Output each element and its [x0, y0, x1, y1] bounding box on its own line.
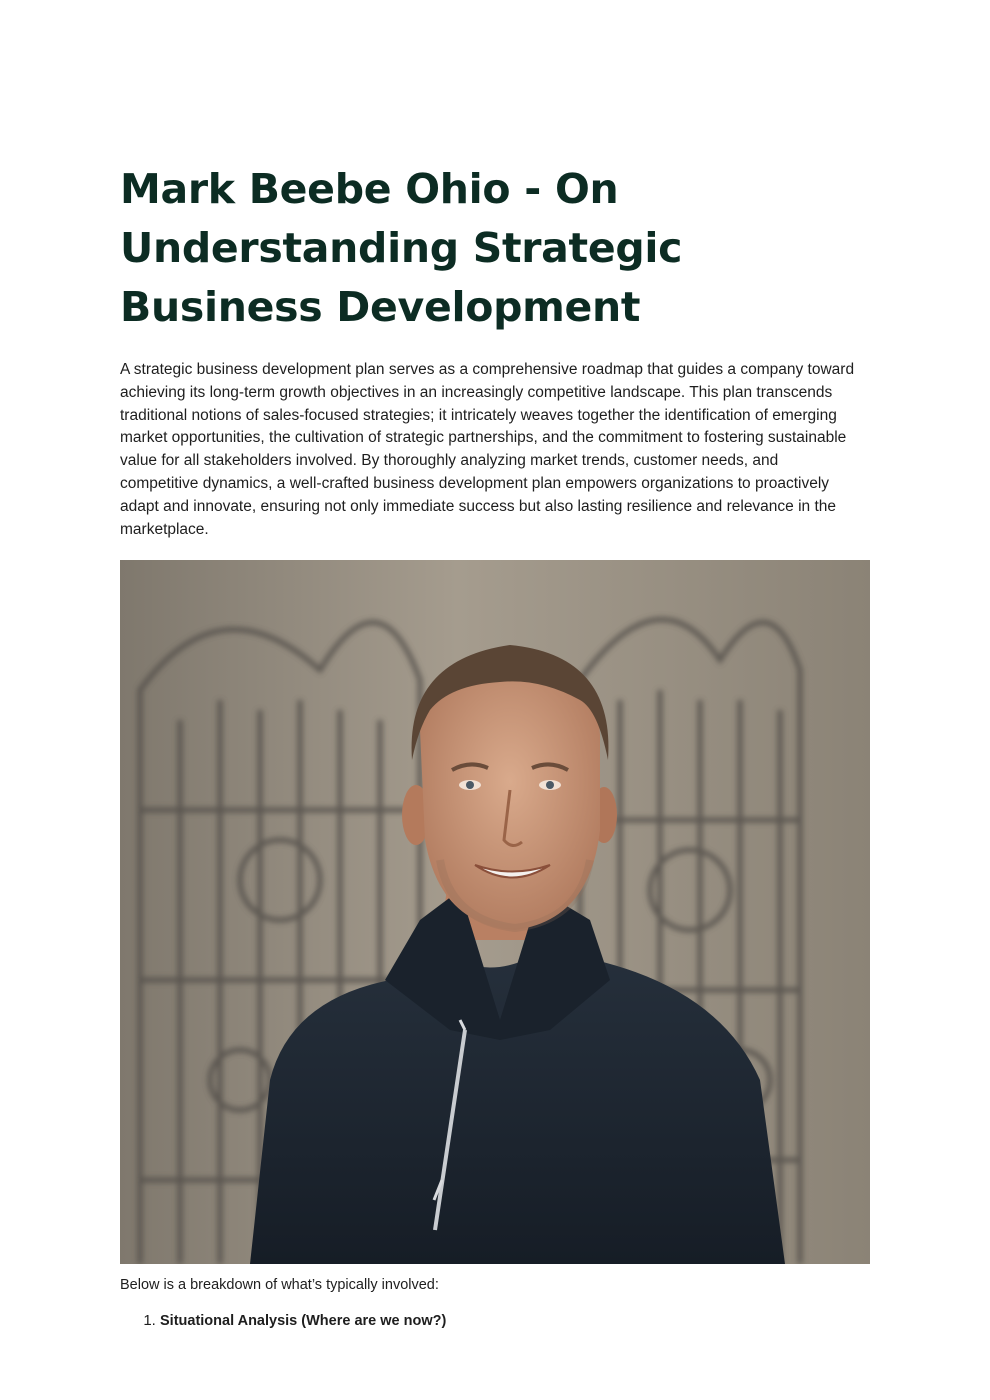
step-label: Situational Analysis (Where are we now?)	[160, 1313, 447, 1330]
portrait-photo	[120, 560, 870, 1264]
list-item	[160, 1311, 872, 1331]
breakdown-intro: Below is a breakdown of what’s typically involved:	[120, 1277, 439, 1294]
intro-paragraph: A strategic business development plan serves as a comprehensive roadmap that guides a company toward achieving its long-term growth objectives in an increasingly competitive landscape. This plan transcends traditional notions of sales-focused strategies; it intricately weaves together the identification of emerging market opportunities, the cultivation of strategic partnerships, and the commitment to fostering sustainable value for all stakeholders involved. By thoroughly analyzing market trends, customer needs, and competitive dynamics, a well-crafted business development plan empowers organizations to proactively adapt and innovate, ensuring not only immediate success but also lasting resilience and relevance in the marketplace.	[120, 361, 855, 538]
article	[120, 160, 872, 1331]
page-title: Mark Beebe Ohio - On Understanding Strategic Business Development	[120, 165, 683, 331]
portrait-photo-icon	[120, 560, 870, 1264]
steps-list	[120, 1311, 872, 1331]
